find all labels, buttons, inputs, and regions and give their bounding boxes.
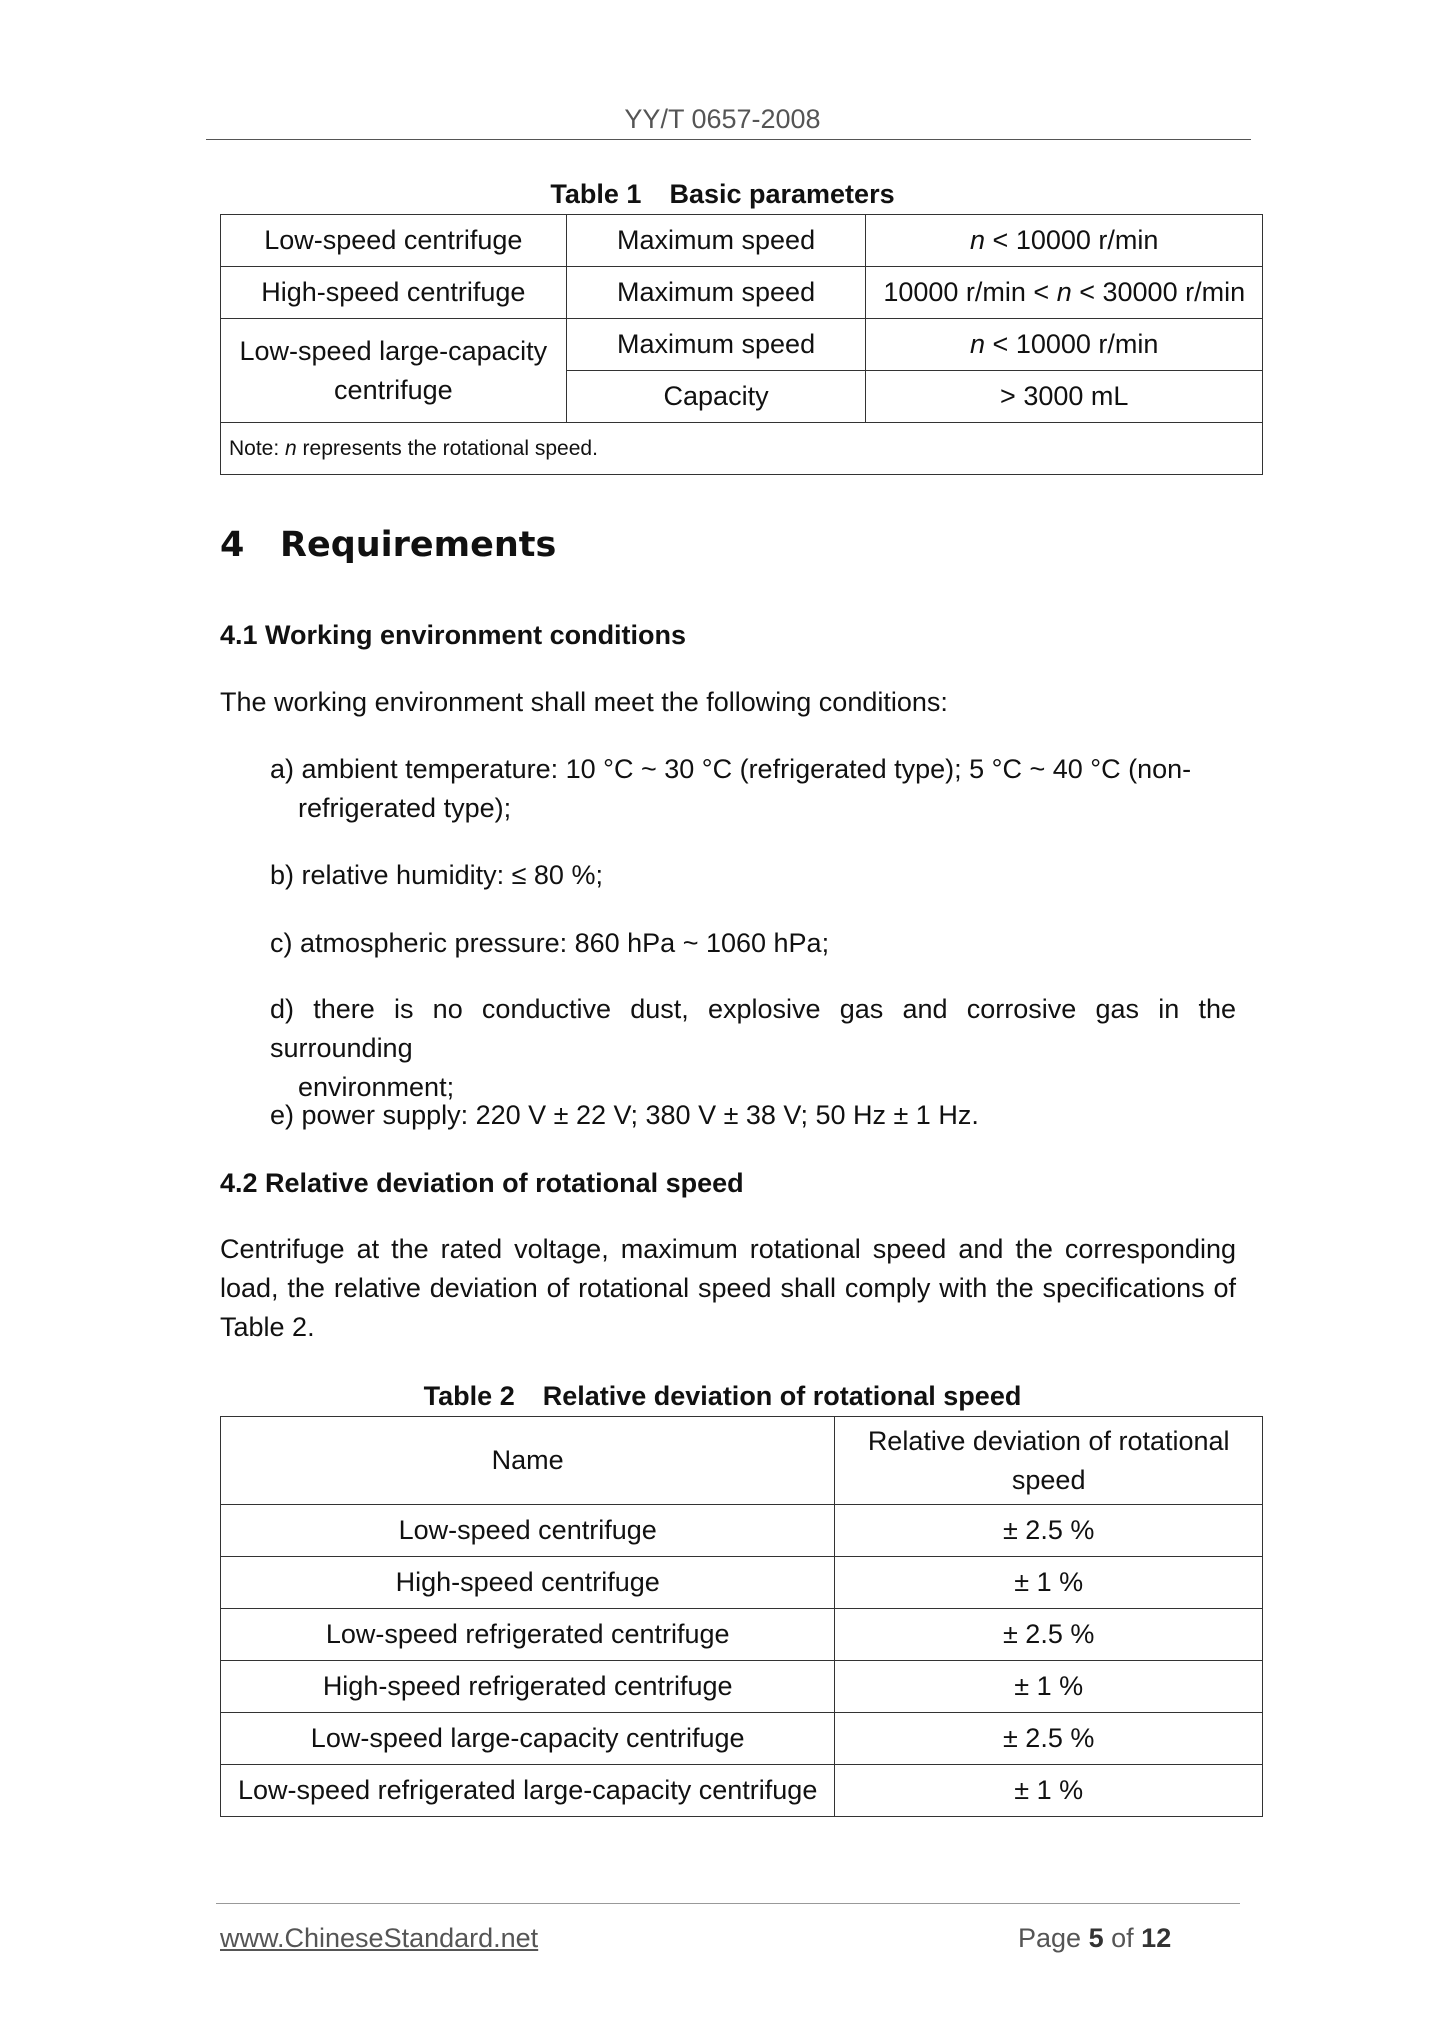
table-cell: Capacity — [566, 371, 866, 423]
table-header-row — [221, 1417, 1263, 1505]
table1-caption-number: Table 1 — [550, 179, 642, 209]
table-cell: ± 2.5 % — [835, 1609, 1263, 1661]
list-item — [270, 750, 1236, 828]
table-cell: Low-speed centrifuge — [221, 1505, 835, 1557]
table-relative-deviation — [220, 1416, 1263, 1817]
list-item — [270, 856, 1236, 895]
table-row — [221, 1713, 1263, 1765]
table2-caption-title: Relative deviation of rotational speed — [542, 1381, 1022, 1411]
footer-divider — [216, 1903, 1240, 1904]
list-item-text: e) power supply: 220 V ± 22 V; 380 V ± 38 V; 50 Hz ± 1 Hz. — [270, 1100, 979, 1130]
table-row — [221, 267, 1263, 319]
header-divider — [206, 139, 1251, 140]
list-item-continuation: refrigerated type); — [298, 793, 512, 823]
table-row — [221, 1557, 1263, 1609]
page-current: 5 — [1088, 1923, 1104, 1953]
subsection-heading-4-1: 4.1 Working environment conditions — [220, 620, 687, 650]
list-item-text: b) relative humidity: ≤ 80 %; — [270, 860, 603, 890]
table-cell: High-speed centrifuge — [221, 267, 567, 319]
list-item — [270, 990, 1236, 1107]
speed-variable: n — [970, 225, 986, 255]
table1-caption — [0, 179, 1445, 210]
speed-variable: n — [1056, 277, 1072, 307]
document-id: YY/T 0657-2008 — [624, 104, 821, 134]
table-cell: Maximum speed — [566, 267, 866, 319]
table2-caption — [0, 1381, 1445, 1412]
table-cell: High-speed refrigerated centrifuge — [221, 1661, 835, 1713]
table-cell: High-speed centrifuge — [221, 1557, 835, 1609]
speed-variable: n — [970, 329, 986, 359]
table-row — [221, 1609, 1263, 1661]
table-cell: Low-speed large-capacity centrifuge — [221, 1713, 835, 1765]
table-header-cell: Name — [221, 1417, 835, 1505]
value-text: < 10000 r/min — [985, 329, 1159, 359]
table-cell: ± 1 % — [835, 1661, 1263, 1713]
list-item — [270, 1096, 1236, 1135]
table-cell: ± 2.5 % — [835, 1505, 1263, 1557]
table-cell: Maximum speed — [566, 215, 866, 267]
table-note — [221, 423, 1263, 475]
table-header-cell: Relative deviation of rotational speed — [835, 1417, 1263, 1505]
page-label: Page — [1018, 1923, 1082, 1953]
speed-variable: n — [285, 436, 297, 460]
section-heading — [220, 525, 556, 565]
section-title: Requirements — [280, 525, 557, 565]
list-item-continuation: environment; — [298, 1072, 455, 1102]
table-row — [221, 1505, 1263, 1557]
list-item-text: a) ambient temperature: 10 °C ~ 30 °C (refrigerated type); 5 °C ~ 40 °C (non- — [270, 754, 1192, 784]
table-cell: > 3000 mL — [866, 371, 1263, 423]
list-item — [270, 924, 1236, 963]
table-row — [221, 215, 1263, 267]
table-row — [221, 1765, 1263, 1817]
value-text: < 10000 r/min — [985, 225, 1159, 255]
note-text: represents the rotational speed. — [296, 436, 598, 460]
paragraph: The working environment shall meet the following conditions: — [220, 687, 948, 717]
value-text: < 30000 r/min — [1071, 277, 1246, 307]
table-cell: Low-speed large-capacity centrifuge — [221, 319, 567, 423]
table-cell — [866, 319, 1263, 371]
table-cell — [866, 267, 1263, 319]
table2-caption-number: Table 2 — [423, 1381, 515, 1411]
table-cell: ± 1 % — [835, 1557, 1263, 1609]
table-cell: ± 1 % — [835, 1765, 1263, 1817]
subsection-heading-4-2: 4.2 Relative deviation of rotational speed — [220, 1168, 744, 1198]
table-cell: Maximum speed — [566, 319, 866, 371]
page-of: of — [1111, 1923, 1134, 1953]
value-text: 10000 r/min < — [883, 277, 1057, 307]
note-prefix: Note: — [229, 436, 286, 460]
list-item-text: d) there is no conductive dust, explosive gas and corrosive gas in the surrounding — [270, 994, 1236, 1063]
table-cell: Low-speed refrigerated centrifuge — [221, 1609, 835, 1661]
table-cell: ± 2.5 % — [835, 1713, 1263, 1765]
table-cell: Low-speed refrigerated large-capacity centrifuge — [221, 1765, 835, 1817]
table-row — [221, 423, 1263, 475]
page-number — [1018, 1923, 1171, 1954]
website-link[interactable]: www.ChineseStandard.net — [220, 1923, 539, 1953]
section-number: 4 — [220, 525, 245, 565]
list-item-text: c) atmospheric pressure: 860 hPa ~ 1060 hPa; — [270, 928, 830, 958]
table-cell — [866, 215, 1263, 267]
table-row — [221, 319, 1263, 371]
page-total: 12 — [1141, 1923, 1172, 1953]
table1-caption-title: Basic parameters — [669, 179, 895, 209]
table-basic-parameters — [220, 214, 1263, 475]
table-row — [221, 1661, 1263, 1713]
table-cell: Low-speed centrifuge — [221, 215, 567, 267]
paragraph: Centrifuge at the rated voltage, maximum rotational speed and the corresponding load, the relative deviation of rotational speed shall comply with the specifications of Table 2. — [220, 1234, 1236, 1342]
